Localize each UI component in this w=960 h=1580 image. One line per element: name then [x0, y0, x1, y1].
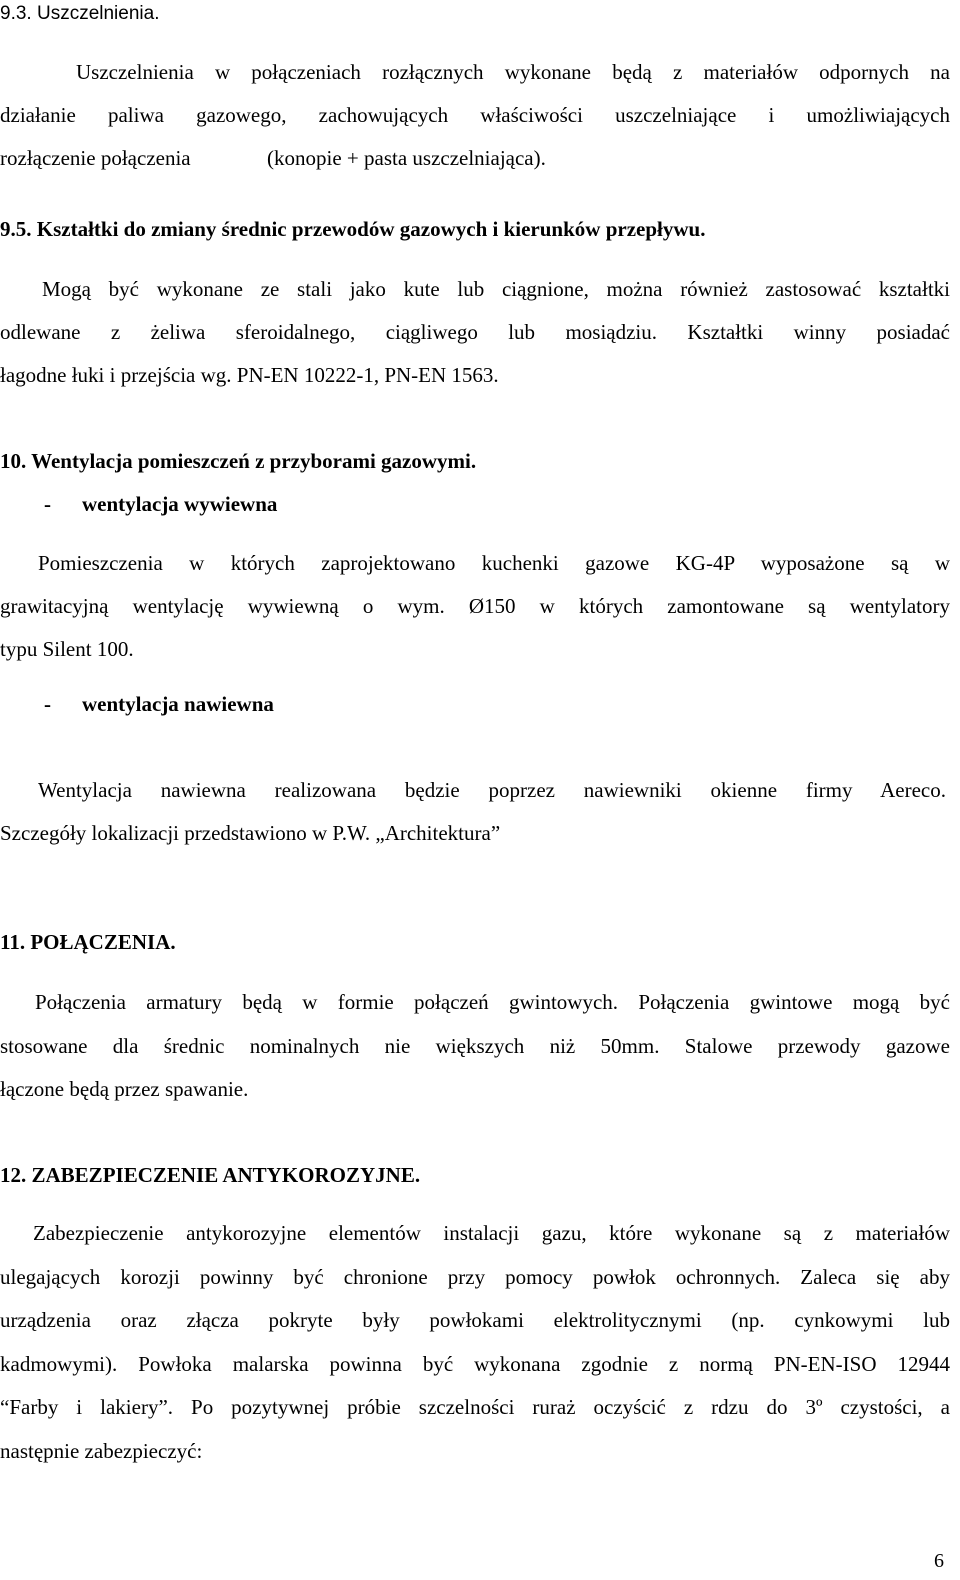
heading-9-5: 9.5. Kształtki do zmiany średnic przewodów gazowych i kierunków przepływu.	[0, 217, 706, 241]
paragraph-line: Zabezpieczenie antykorozyjne elementów instalacji gazu, które wykonane są z materiałów	[33, 1221, 950, 1245]
paragraph-line: ulegających korozji powinny być chronione przy pomocy powłok ochronnych. Zaleca się aby	[0, 1265, 950, 1289]
paragraph-line: Wentylacja nawiewna realizowana będzie poprzez nawiewniki okienne firmy Aereco.	[38, 778, 946, 802]
page-number: 6	[934, 1550, 944, 1572]
paragraph-line: typu Silent 100.	[0, 637, 134, 661]
paragraph-line: rozłączenie połączenia	[0, 146, 191, 170]
paragraph-line: “Farby i lakiery”. Po pozytywnej próbie szczelności ruraż oczyścić z rdzu do 3º czystości, a	[0, 1395, 950, 1419]
paragraph-line: łączone będą przez spawanie.	[0, 1077, 249, 1101]
subheading-nawiewna: wentylacja nawiewna	[82, 692, 274, 716]
paragraph-line: działanie paliwa gazowego, zachowujących właściwości uszczelniające i umożliwiających	[0, 103, 950, 127]
paragraph-line: grawitacyjną wentylację wywiewną o wym. Ø150 w których zamontowane są wentylatory	[0, 594, 950, 618]
paragraph-line: (konopie + pasta uszczelniająca).	[267, 146, 546, 170]
paragraph-line: odlewane z żeliwa sferoidalnego, ciągliwego lub mosiądziu. Kształtki winny posiadać	[0, 320, 950, 344]
paragraph-line: następnie zabezpieczyć:	[0, 1439, 203, 1463]
heading-9-3: 9.3. Uszczelnienia.	[0, 3, 160, 24]
paragraph-line: Pomieszczenia w których zaprojektowano kuchenki gazowe KG-4P wyposażone są w	[38, 551, 950, 575]
heading-12: 12. ZABEZPIECZENIE ANTYKOROZYJNE.	[0, 1163, 421, 1187]
subheading-dash: -	[44, 692, 51, 716]
paragraph-line: Szczegóły lokalizacji przedstawiono w P.W. „Architektura”	[0, 821, 501, 845]
paragraph-line: urządzenia oraz złącza pokryte były powłokami elektrolitycznymi (np. cynkowymi lub	[0, 1308, 950, 1332]
paragraph-line: Mogą być wykonane ze stali jako kute lub ciągnione, można również zastosować kształtki	[42, 277, 950, 301]
paragraph-line: Uszczelnienia w połączeniach rozłącznych wykonane będą z materiałów odpornych na	[76, 60, 950, 84]
paragraph-line: Połączenia armatury będą w formie połączeń gwintowych. Połączenia gwintowe mogą być	[35, 990, 950, 1014]
subheading-dash: -	[44, 492, 51, 516]
paragraph-line: łagodne łuki i przejścia wg. PN-EN 10222-1, PN-EN 1563.	[0, 363, 499, 387]
heading-11: 11. POŁĄCZENIA.	[0, 930, 176, 954]
subheading-wywiewna: wentylacja wywiewna	[82, 492, 278, 516]
paragraph-line: kadmowymi). Powłoka malarska powinna być wykonana zgodnie z normą PN-EN-ISO 12944	[0, 1352, 950, 1376]
paragraph-line: stosowane dla średnic nominalnych nie większych niż 50mm. Stalowe przewody gazowe	[0, 1034, 950, 1058]
heading-10: 10. Wentylacja pomieszczeń z przyborami gazowymi.	[0, 449, 477, 473]
